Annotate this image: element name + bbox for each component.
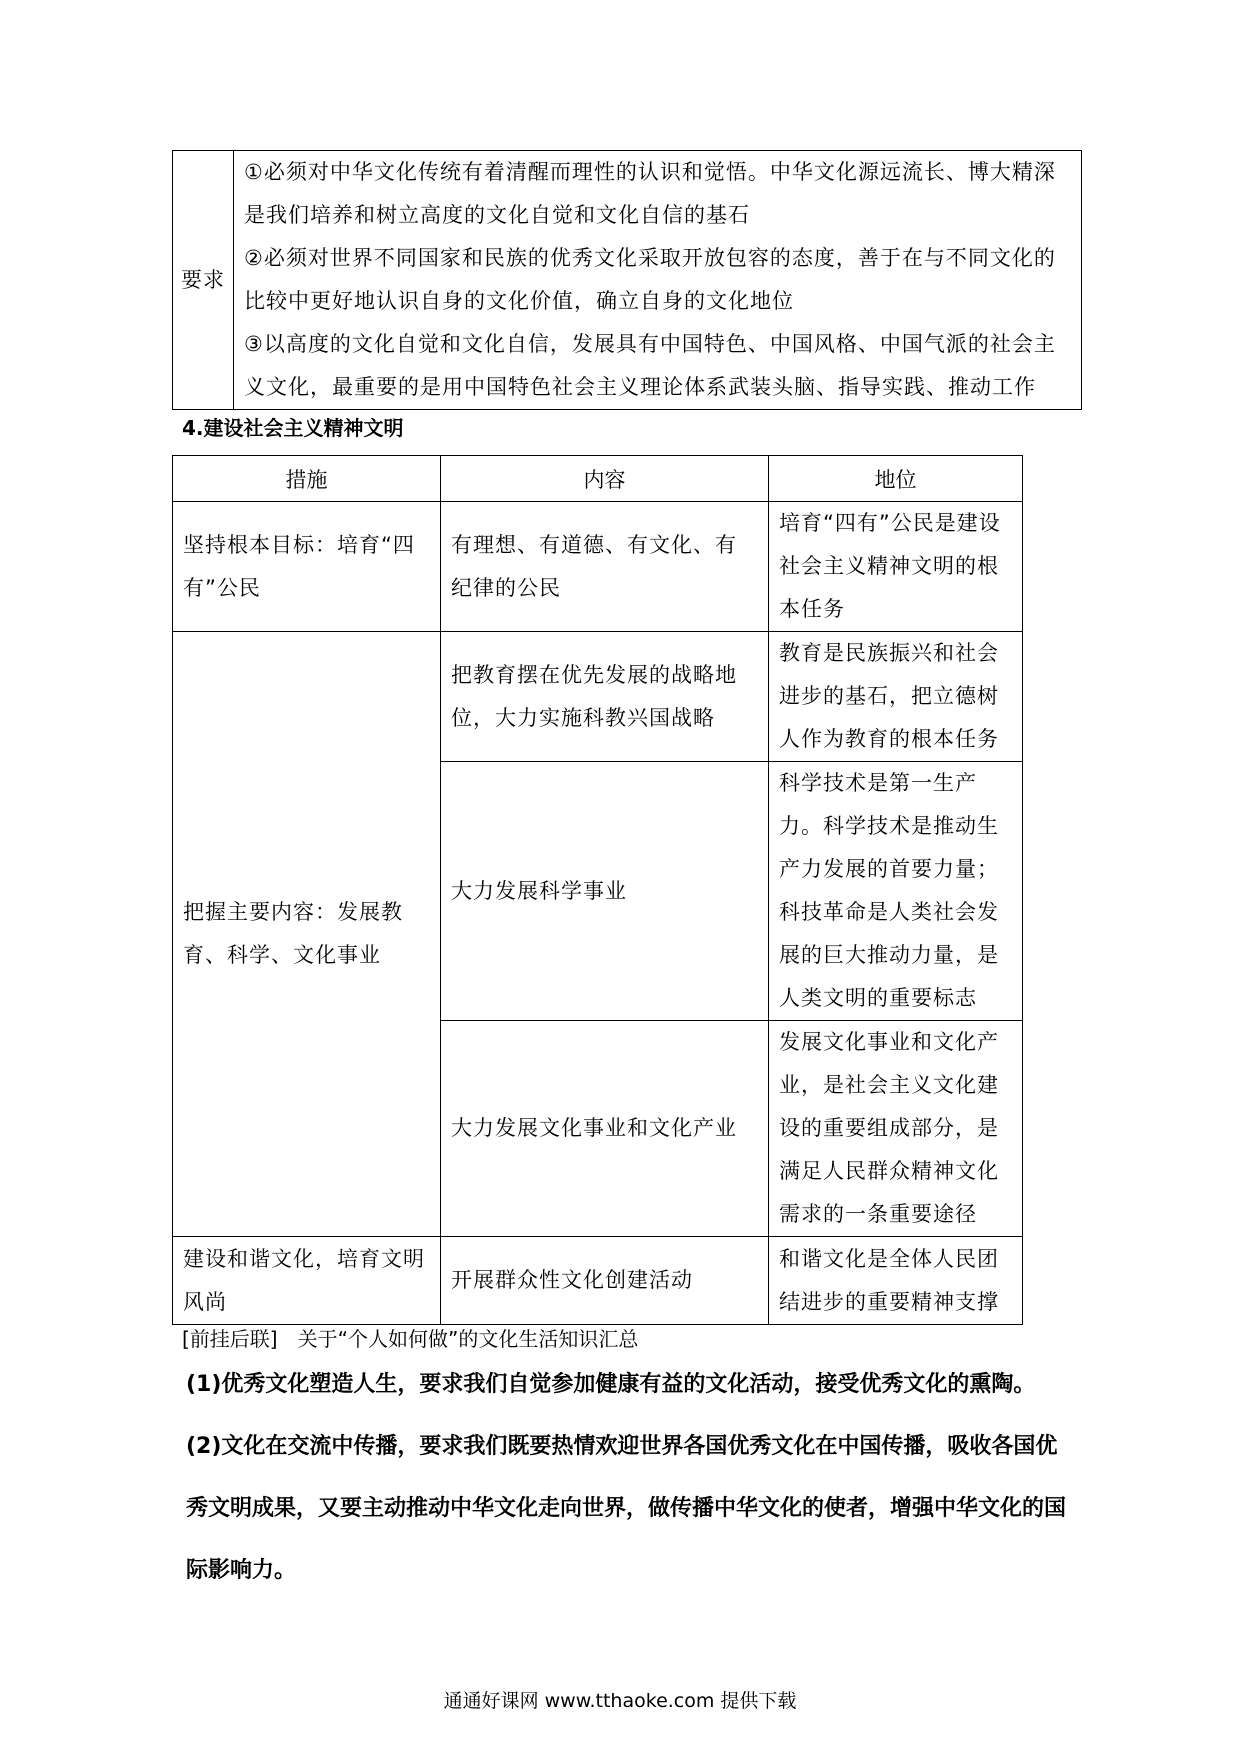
header-content: 内容	[441, 456, 769, 502]
content-cell: 大力发展科学事业	[441, 762, 769, 1021]
requirements-table	[172, 150, 1082, 410]
table-row	[173, 502, 1023, 632]
header-position: 地位	[769, 456, 1023, 502]
page-footer: 通通好课网 www.tthaoke.com 提供下载	[443, 1690, 797, 1712]
requirement-item: ②必须对世界不同国家和民族的优秀文化采取开放包容的态度，善于在与不同文化的比较中更好地认识自身的文化价值，确立自身的文化地位	[244, 246, 1056, 313]
summary-paragraphs	[186, 1354, 1076, 1602]
position-cell: 和谐文化是全体人民团结进步的重要精神支撑	[769, 1237, 1023, 1325]
table-row	[173, 1237, 1023, 1325]
position-cell: 发展文化事业和文化产业，是社会主义文化建设的重要组成部分，是满足人民群众精神文化需求的一条重要途径	[769, 1021, 1023, 1237]
related-knowledge-note: [前挂后联] 关于“个人如何做”的文化生活知识汇总	[182, 1327, 639, 1351]
summary-paragraph: (2)文化在交流中传播，要求我们既要热情欢迎世界各国优秀文化在中国传播，吸收各国优秀文明成果，又要主动推动中华文化走向世界，做传播中华文化的使者，增强中华文化的国际影响力。	[186, 1434, 1067, 1583]
measures-table	[172, 455, 1023, 1325]
requirements-label: 要求	[173, 151, 234, 410]
requirements-content	[234, 151, 1082, 410]
table-row	[173, 632, 1023, 762]
content-cell: 开展群众性文化创建活动	[441, 1237, 769, 1325]
position-cell: 培育“四有”公民是建设社会主义精神文明的根本任务	[769, 502, 1023, 632]
header-measure: 措施	[173, 456, 441, 502]
content-cell: 把教育摆在优先发展的战略地位，大力实施科教兴国战略	[441, 632, 769, 762]
measure-cell: 建设和谐文化，培育文明风尚	[173, 1237, 441, 1325]
measure-cell: 坚持根本目标：培育“四有”公民	[173, 502, 441, 632]
position-cell: 科学技术是第一生产力。科学技术是推动生产力发展的首要力量；科技革命是人类社会发展的巨大推动力量，是人类文明的重要标志	[769, 762, 1023, 1021]
content-cell: 大力发展文化事业和文化产业	[441, 1021, 769, 1237]
summary-paragraph: (1)优秀文化塑造人生，要求我们自觉参加健康有益的文化活动，接受优秀文化的熏陶。	[186, 1372, 1036, 1397]
section-heading: 4.建设社会主义精神文明	[182, 416, 404, 440]
table-header-row	[173, 456, 1023, 502]
position-cell: 教育是民族振兴和社会进步的基石，把立德树人作为教育的根本任务	[769, 632, 1023, 762]
measure-cell: 把握主要内容：发展教育、科学、文化事业	[173, 632, 441, 1237]
content-cell: 有理想、有道德、有文化、有纪律的公民	[441, 502, 769, 632]
requirement-item: ①必须对中华文化传统有着清醒而理性的认识和觉悟。中华文化源远流长、博大精深是我们培养和树立高度的文化自觉和文化自信的基石	[244, 160, 1056, 227]
requirement-item: ③以高度的文化自觉和文化自信，发展具有中国特色、中国风格、中国气派的社会主义文化，最重要的是用中国特色社会主义理论体系武装头脑、指导实践、推动工作	[244, 332, 1056, 399]
